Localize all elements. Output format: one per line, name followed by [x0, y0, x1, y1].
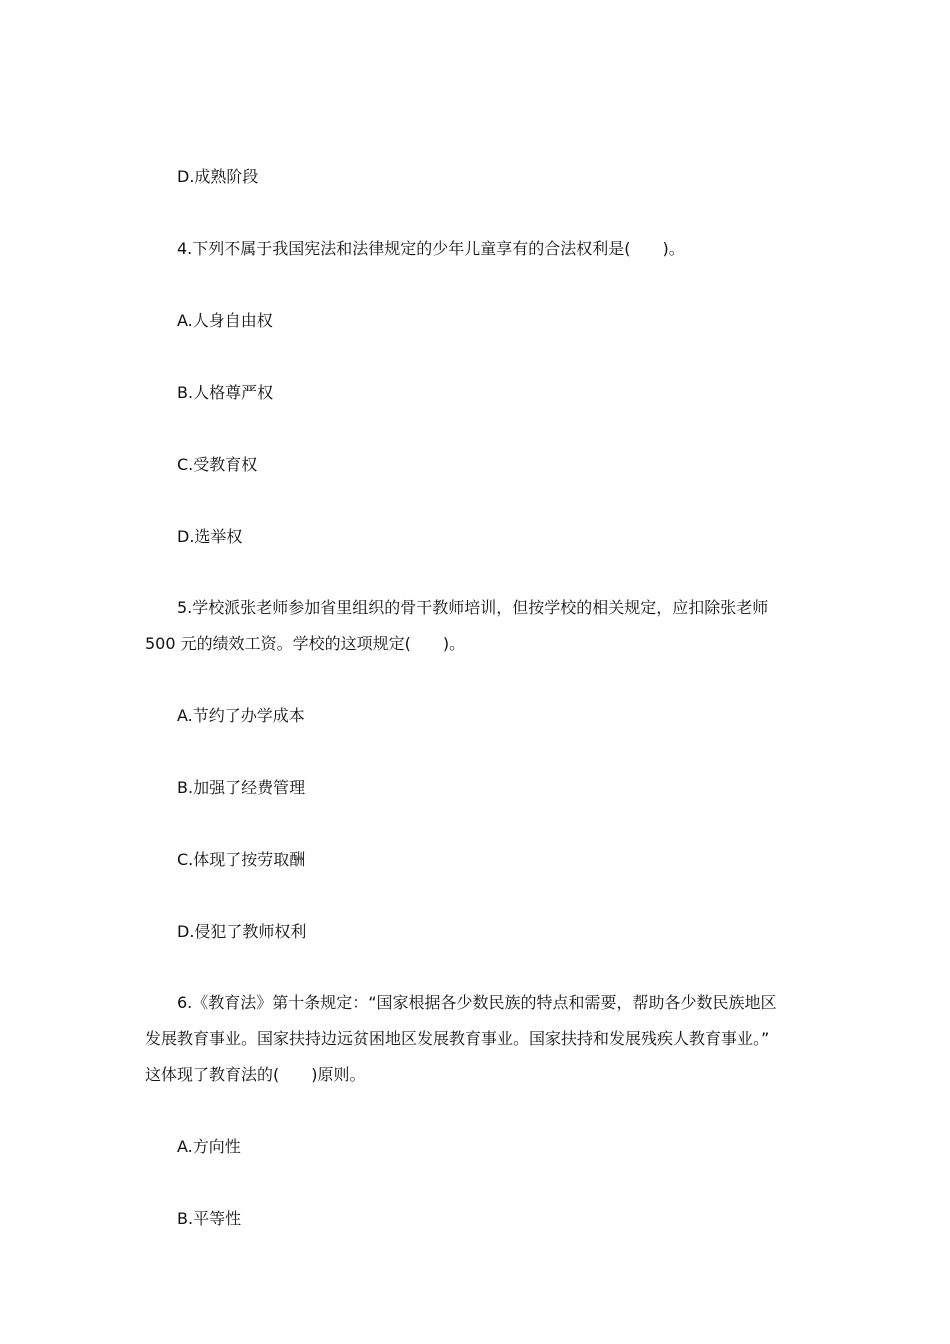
question-5-option-b: B.加强了经费管理 [177, 778, 306, 797]
question-5-option-c: C.体现了按劳取酬 [177, 850, 306, 869]
question-6-stem-line-1: 6.《教育法》第十条规定：“国家根据各少数民族的特点和需要，帮助各少数民族地区 [177, 993, 777, 1012]
question-4-option-c: C.受教育权 [177, 455, 258, 474]
question-4-option-b: B.人格尊严权 [177, 383, 274, 402]
question-4-stem: 4.下列不属于我国宪法和法律规定的少年儿童享有的合法权利是( )。 [177, 239, 685, 258]
question-4-option-d: D.选举权 [177, 527, 243, 546]
question-6-option-b: B.平等性 [177, 1209, 242, 1228]
question-6-option-a: A.方向性 [177, 1137, 241, 1156]
question-5-option-d: D.侵犯了教师权利 [177, 922, 307, 941]
question-5-stem-line-1: 5.学校派张老师参加省里组织的骨干教师培训，但按学校的相关规定，应扣除张老师 [177, 598, 769, 617]
question-6-stem-line-3: 这体现了教育法的( )原则。 [145, 1065, 366, 1084]
prev-option-d: D.成熟阶段 [177, 167, 259, 186]
question-6-stem-line-2: 发展教育事业。国家扶持边远贫困地区发展教育事业。国家扶持和发展残疾人教育事业。” [145, 1029, 770, 1048]
question-5-option-a: A.节约了办学成本 [177, 706, 305, 725]
question-4-option-a: A.人身自由权 [177, 311, 273, 330]
question-5-stem-line-2: 500 元的绩效工资。学校的这项规定( )。 [145, 634, 466, 653]
